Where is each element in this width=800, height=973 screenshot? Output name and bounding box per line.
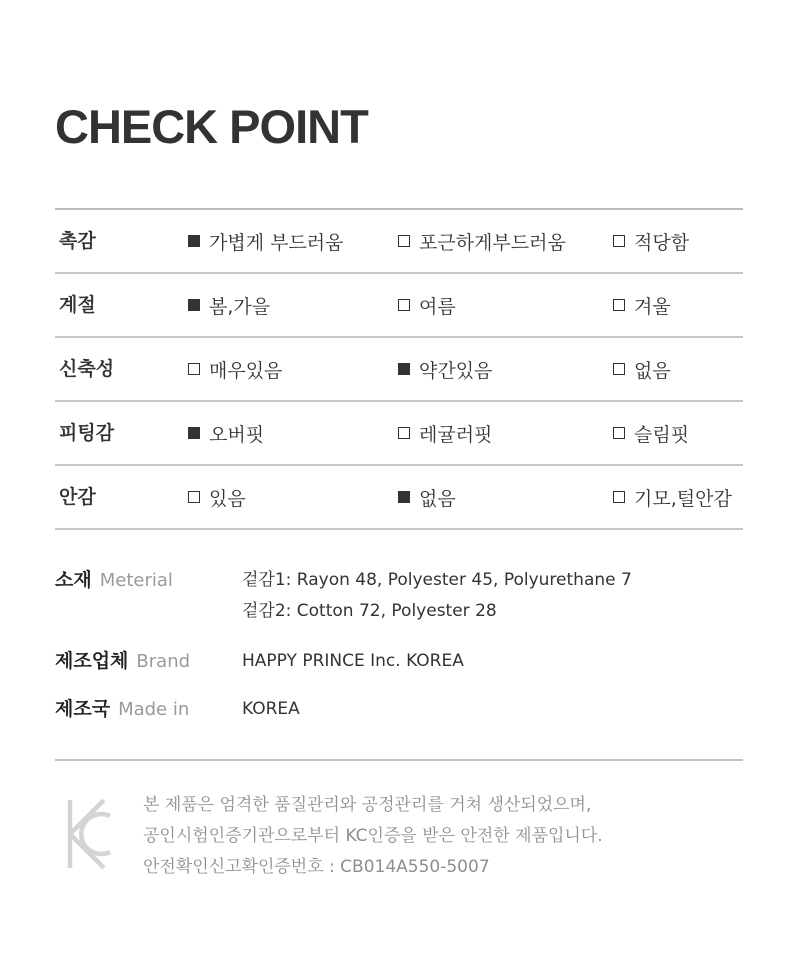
brand-label-en: Brand <box>136 651 191 672</box>
material-line: 겉감1: Rayon 48, Polyester 45, Polyurethane 7 <box>242 570 632 590</box>
option-label: 오버핏 <box>209 423 265 446</box>
checked-box-icon <box>398 363 410 375</box>
material-label <box>55 565 173 592</box>
option <box>188 274 270 336</box>
row-label: 촉감 <box>59 230 96 252</box>
kc-mark-icon <box>64 796 114 872</box>
unchecked-box-icon <box>613 363 625 375</box>
option-label: 기모,털안감 <box>634 487 732 510</box>
section-divider <box>55 759 743 761</box>
option <box>188 466 246 528</box>
option-label: 가볍게 부드러움 <box>209 231 344 254</box>
option-label: 없음 <box>419 487 456 510</box>
option <box>398 338 492 400</box>
unchecked-box-icon <box>398 427 410 439</box>
unchecked-box-icon <box>613 427 625 439</box>
option <box>613 402 689 464</box>
option <box>188 402 264 464</box>
kc-notice-line: 공인시험인증기관으로부터 KC인증을 받은 안전한 제품입니다. <box>143 826 603 846</box>
option <box>613 210 689 272</box>
option <box>398 466 456 528</box>
option-label: 여름 <box>419 295 456 318</box>
row-label: 신축성 <box>59 358 115 380</box>
option-label: 적당함 <box>634 231 690 254</box>
option-label: 겨울 <box>634 295 671 318</box>
table-row <box>55 402 743 466</box>
origin-label-ko: 제조국 <box>55 698 111 720</box>
option <box>398 274 456 336</box>
kc-notice <box>143 790 603 883</box>
brand-label-ko: 제조업체 <box>55 650 129 672</box>
unchecked-box-icon <box>613 235 625 247</box>
origin-label-en: Made in <box>118 699 190 720</box>
page-title: CHECK POINT <box>55 100 368 153</box>
option <box>613 274 671 336</box>
option <box>398 402 492 464</box>
checked-box-icon <box>188 299 200 311</box>
option-label: 레귤러핏 <box>419 423 493 446</box>
row-label: 계절 <box>59 294 96 316</box>
table-row <box>55 210 743 274</box>
origin-value: KOREA <box>242 699 300 719</box>
option-label: 있음 <box>209 487 246 510</box>
table-row <box>55 338 743 402</box>
origin-label <box>55 694 189 721</box>
check-point-table <box>55 208 743 530</box>
option <box>188 338 282 400</box>
material-line: 겉감2: Cotton 72, Polyester 28 <box>242 601 497 621</box>
unchecked-box-icon <box>398 235 410 247</box>
option-label: 봄,가을 <box>209 295 271 318</box>
option-label: 약간있음 <box>419 359 493 382</box>
option <box>398 210 566 272</box>
row-label: 피팅감 <box>59 422 115 444</box>
kc-notice-line: 본 제품은 엄격한 품질관리와 공정관리를 거쳐 생산되었으며, <box>143 795 592 815</box>
row-label: 안감 <box>59 486 96 508</box>
checked-box-icon <box>188 235 200 247</box>
option-label: 슬림핏 <box>634 423 690 446</box>
option <box>613 466 732 528</box>
option-label: 없음 <box>634 359 671 382</box>
brand-label <box>55 646 190 673</box>
checked-box-icon <box>398 491 410 503</box>
unchecked-box-icon <box>188 491 200 503</box>
option <box>188 210 344 272</box>
brand-value: HAPPY PRINCE Inc. KOREA <box>242 651 464 671</box>
material-value <box>242 565 632 627</box>
unchecked-box-icon <box>398 299 410 311</box>
unchecked-box-icon <box>613 491 625 503</box>
unchecked-box-icon <box>613 299 625 311</box>
material-label-en: Meterial <box>99 570 173 591</box>
table-row <box>55 274 743 338</box>
option-label: 매우있음 <box>209 359 283 382</box>
checked-box-icon <box>188 427 200 439</box>
table-row <box>55 466 743 530</box>
option-label: 포근하게부드러움 <box>419 231 566 254</box>
kc-certificate-number: 안전확인신고확인증번호 : CB014A550-5007 <box>143 857 490 877</box>
unchecked-box-icon <box>188 363 200 375</box>
material-label-ko: 소재 <box>55 569 92 591</box>
option <box>613 338 671 400</box>
